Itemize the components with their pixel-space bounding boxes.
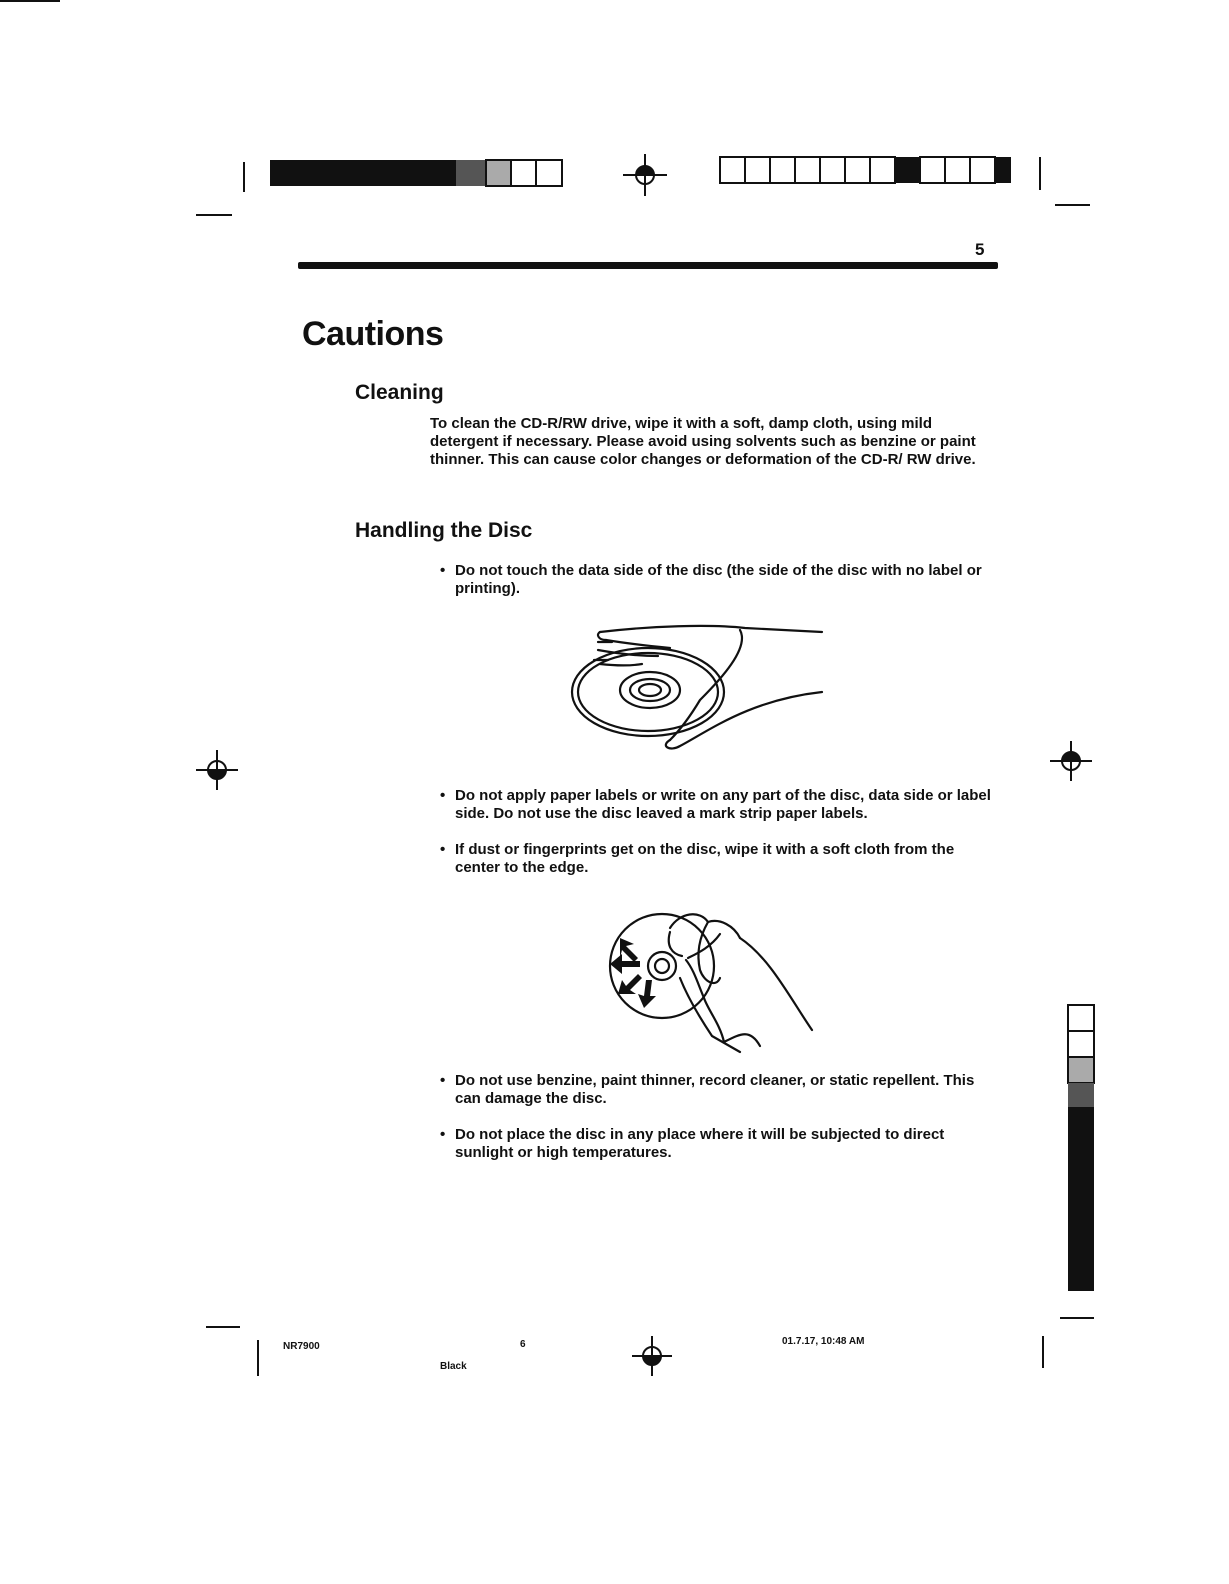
list-item: • Do not use benzine, paint thinner, record cleaner, or static repellent. This can damage the disc. xyxy=(440,1072,995,1108)
list-item: • Do not place the disc in any place where it will be subjected to direct sunlight or high temperatures. xyxy=(440,1126,995,1162)
hand-holding-disc-illustration xyxy=(560,620,840,760)
cleaning-text: To clean the CD-R/RW drive, wipe it with a soft, damp cloth, using mild detergent if necessary. Please avoid using solvents such as benzine or paint thinner. This can cause color changes or deformation of the CD-R/ RW drive. xyxy=(430,415,976,468)
page-title: Cautions xyxy=(302,315,444,353)
cleaning-heading: Cleaning xyxy=(355,381,444,404)
handling-bullets-bottom xyxy=(440,1072,995,1162)
list-item: • Do not apply paper labels or write on any part of the disc, data side or label side. Do not use the disc leaved a mark strip paper labels. xyxy=(440,787,995,823)
handling-bullets-top xyxy=(440,562,995,598)
handling-heading: Handling the Disc xyxy=(355,519,533,542)
footer-page: 6 xyxy=(520,1339,526,1350)
list-item: • If dust or fingerprints get on the disc, wipe it with a soft cloth from the center to the edge. xyxy=(440,841,995,877)
handling-bullets-middle xyxy=(440,787,995,877)
footer-model: NR7900 xyxy=(283,1341,320,1352)
footer-timestamp: 01.7.17, 10:48 AM xyxy=(782,1336,865,1347)
list-item: • Do not touch the data side of the disc (the side of the disc with no label or printing). xyxy=(440,562,995,598)
footer-color: Black xyxy=(440,1361,467,1372)
hand-wiping-disc-illustration xyxy=(600,908,810,1058)
page-number: 5 xyxy=(975,240,985,259)
header-rule xyxy=(298,262,998,269)
